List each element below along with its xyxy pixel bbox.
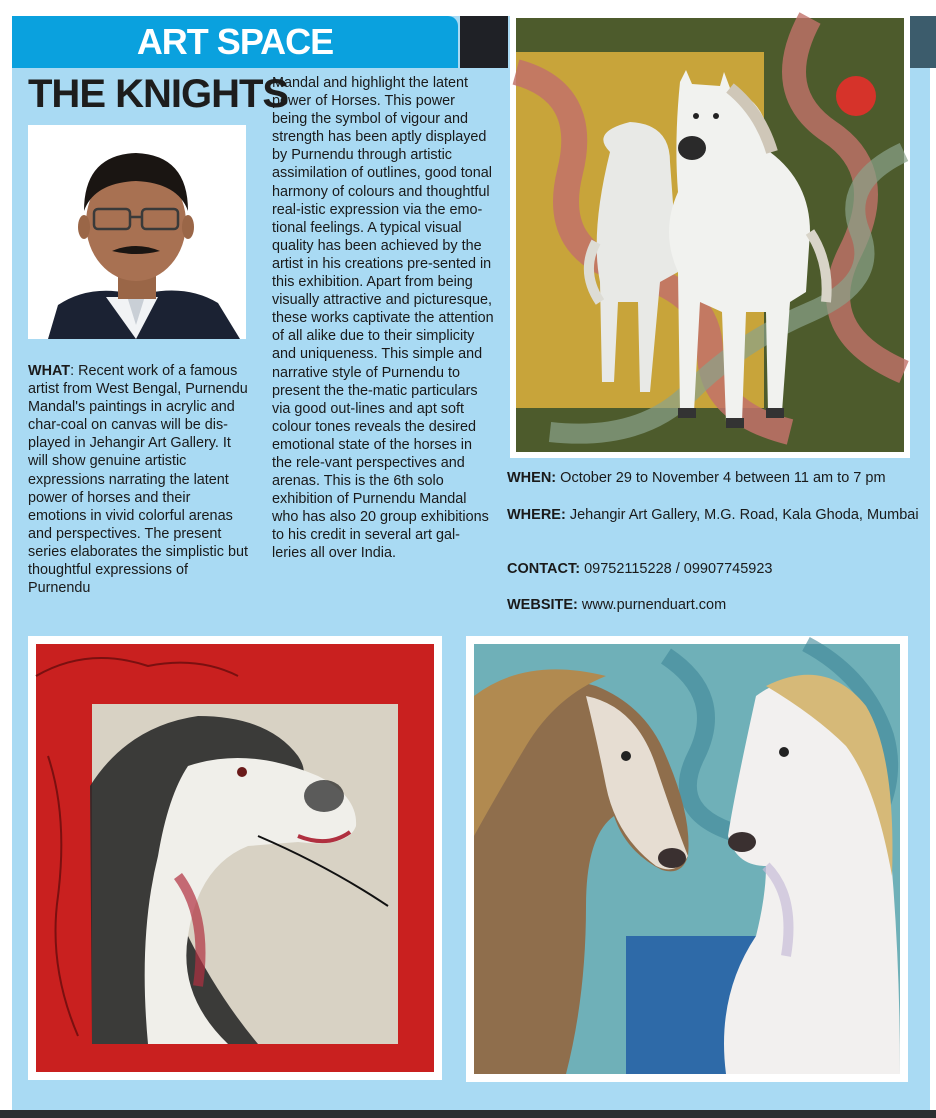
when-line xyxy=(507,469,927,488)
where-label: WHERE: xyxy=(507,507,566,523)
when-value: October 29 to November 4 between 11 am to 7 pm xyxy=(560,470,886,486)
section-label: ART SPACE xyxy=(136,21,334,62)
contact-line xyxy=(507,560,927,579)
painting-two-horses-blue xyxy=(466,636,908,1082)
what-text: : Recent work of a famous artist from West Bengal, Purnendu Mandal's paintings in acrylic and char-coal on canvas will be dis-played in Jehangir Art Gallery. It will show genuine artistic expressions narrating the latent power of horses and their emotions in vivid colorful arenas and perspectives. The present series elaborates the simplistic but thoughtful expressions of Purnendu xyxy=(28,363,248,597)
article-title: THE KNIGHTS xyxy=(28,72,289,116)
website-label: WEBSITE: xyxy=(507,597,578,613)
header-grey-block xyxy=(910,16,936,68)
header-dark-block xyxy=(460,16,508,68)
contact-value: 09752115228 / 09907745923 xyxy=(584,561,773,577)
article-body-column-1 xyxy=(28,362,248,597)
artist-portrait xyxy=(28,125,246,339)
website-value: www.purnenduart.com xyxy=(581,597,727,613)
where-value: Jehangir Art Gallery, M.G. Road, Kala Ghoda, Mumbai xyxy=(569,507,919,523)
painting-red-horse xyxy=(28,636,442,1080)
painting-two-white-horses xyxy=(510,12,910,458)
where-line xyxy=(507,506,927,525)
what-label: WHAT xyxy=(28,363,71,379)
contact-label: CONTACT: xyxy=(507,561,581,577)
website-line xyxy=(507,596,927,615)
article-body-column-2: Mandal and highlight the latent power of Horses. This power being the symbol of vigour and strength has been aptly displayed by Purnendu through artistic assimilation of outlines, good tonal harmony of colours and thoughtful real-istic expression via the emo-tional feelings. A typical visual quality has been achieved by the artist in his creations pre-sented in this exhibition. Apart from being visually attractive and picturesque, these works captivate the attention of all alike due to their simplicity and uniqueness. This simple and narrative style of Purnendu to present the the-matic particulars via good out-lines and apt soft colour tones reveals the desired emotional state of the horses in the rele-vant perspectives and arenas. This is the 6th solo exhibition of Purnendu Mandal who has also 20 group exhibitions to his credit in several art gal-leries all over India. xyxy=(272,75,494,562)
page-bottom-bar xyxy=(0,1110,936,1118)
section-header xyxy=(12,16,458,68)
when-label: WHEN: xyxy=(507,470,557,486)
